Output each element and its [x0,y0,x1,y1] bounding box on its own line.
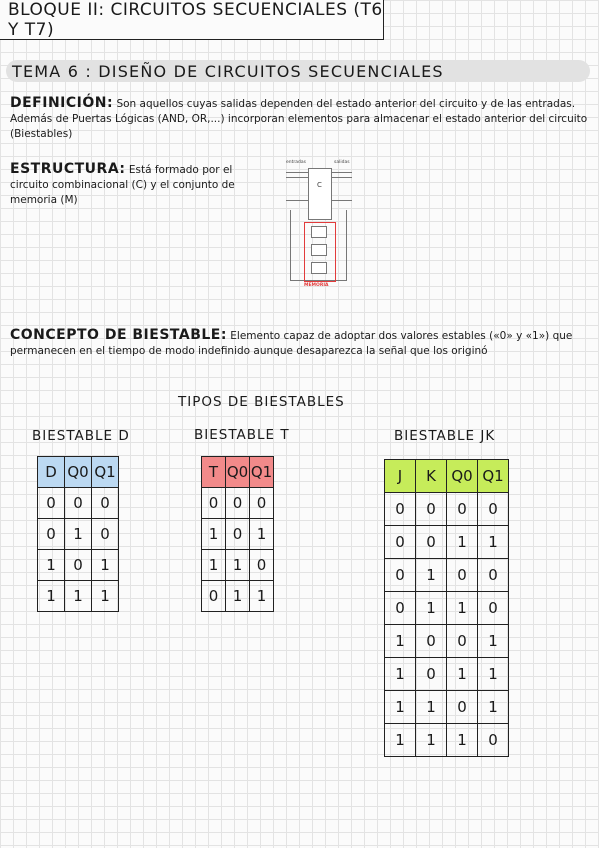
tipos-title: TIPOS DE BIESTABLES [178,394,345,410]
estructura-paragraph [10,162,250,208]
table-cell: 1 [416,724,447,757]
table-cell: 1 [416,691,447,724]
table-cell: 0 [385,592,416,625]
biestable-t-table [201,456,274,612]
table-cell: 1 [385,625,416,658]
table-row [38,550,119,581]
table-cell: 1 [447,526,478,559]
table-header-row [38,457,119,488]
salidas-label: salidas [334,160,350,165]
table-cell: 0 [202,581,226,612]
definicion-paragraph [10,96,590,142]
table-cell: 1 [92,550,119,581]
table-cell: 1 [38,581,65,612]
table-cell: 1 [250,581,274,612]
input-line [286,177,308,178]
definicion-text: Son aquellos cuyas salidas dependen del estado anterior del circuito y de las entradas. Además de Puertas Lógicas (AND, OR,...) incorporan elementos para almacenar el estado anterior del circuito (Biestables) [10,98,588,140]
table-cell: 1 [478,625,509,658]
table-cell: 0 [202,488,226,519]
header-cell: Q1 [250,457,274,488]
tema-title: TEMA 6 : DISEÑO DE CIRCUITOS SECUENCIALES [6,60,590,82]
estructura-text: Está formado por el circuito combinacional (C) y el conjunto de memoria (M) [10,164,235,206]
biestable-text: Elemento capaz de adoptar dos valores estables («0» y «1») que permanecen en el tiempo de modo indefinido aunque desaparezca la señal que los originó [10,330,573,357]
table-cell: 1 [478,658,509,691]
memoria-label: MEMORIA [304,283,329,288]
table-cell: 1 [416,592,447,625]
biestable-paragraph [10,328,590,359]
sequential-circuit-diagram [280,160,360,292]
header-cell: Q0 [65,457,92,488]
table-cell: 0 [226,488,250,519]
table-row [385,724,509,757]
table-row [385,658,509,691]
table-cell: 0 [250,488,274,519]
header-cell: Q1 [478,460,509,493]
table-cell: 1 [65,519,92,550]
output-line [330,172,352,173]
table-row [38,519,119,550]
table-cell: 0 [385,559,416,592]
table-cell: 1 [38,550,65,581]
table-cell: 0 [447,559,478,592]
table-cell: 1 [385,658,416,691]
table-row [385,559,509,592]
table-cell: 0 [385,493,416,526]
table-row [385,526,509,559]
definicion-heading: DEFINICIÓN: [10,95,114,111]
table-cell: 1 [447,724,478,757]
table-cell: 0 [416,625,447,658]
biestable-d-table [37,456,119,612]
table-cell: 1 [478,526,509,559]
table-cell: 1 [202,550,226,581]
table-cell: 1 [226,550,250,581]
table-row [385,493,509,526]
flip-flop [311,262,327,274]
table-cell: 1 [65,581,92,612]
table-cell: 1 [416,559,447,592]
table-row [202,581,274,612]
table-cell: 1 [250,519,274,550]
table-row [385,592,509,625]
table-row [202,519,274,550]
table-row [38,581,119,612]
table-cell: 1 [385,724,416,757]
table-cell: 0 [447,691,478,724]
block-title: BLOQUE II: CIRCUITOS SECUENCIALES (T6 Y T7) [0,0,384,40]
table-cell: 1 [385,691,416,724]
table-cell: 0 [65,550,92,581]
table-header-row [385,460,509,493]
table-header-row [202,457,274,488]
table-row [385,691,509,724]
table-d-title: BIESTABLE D [32,428,130,444]
table-cell: 0 [416,658,447,691]
feedback-line [290,210,291,280]
table-cell: 0 [385,526,416,559]
table-cell: 0 [416,493,447,526]
header-cell: Q0 [226,457,250,488]
header-cell: Q1 [92,457,119,488]
table-cell: 0 [92,519,119,550]
table-cell: 1 [447,658,478,691]
table-cell: 0 [478,724,509,757]
table-cell: 0 [416,526,447,559]
table-cell: 0 [447,625,478,658]
table-cell: 0 [65,488,92,519]
input-line [286,172,308,173]
c-label: C [317,181,322,189]
table-cell: 0 [478,559,509,592]
feedback-line [346,210,347,280]
table-cell: 1 [92,581,119,612]
header-cell: K [416,460,447,493]
header-cell: D [38,457,65,488]
flip-flop [311,244,327,256]
output-line [330,177,352,178]
table-cell: 1 [478,691,509,724]
header-cell: Q0 [447,460,478,493]
table-jk-title: BIESTABLE JK [394,428,496,444]
biestable-heading: CONCEPTO DE BIESTABLE: [10,327,227,343]
header-cell: T [202,457,226,488]
flip-flop [311,226,327,238]
combinational-block [308,168,332,220]
entradas-label: entradas [286,160,306,165]
table-cell: 1 [447,592,478,625]
table-row [385,625,509,658]
table-cell: 0 [478,493,509,526]
table-cell: 0 [92,488,119,519]
table-t-title: BIESTABLE T [194,427,290,443]
table-cell: 1 [226,581,250,612]
input-line [286,200,308,201]
table-cell: 1 [202,519,226,550]
table-cell: 0 [226,519,250,550]
output-line [330,200,352,201]
header-cell: J [385,460,416,493]
table-row [202,488,274,519]
table-row [202,550,274,581]
estructura-heading: ESTRUCTURA: [10,161,126,177]
biestable-jk-table [384,459,509,757]
table-row [38,488,119,519]
table-cell: 0 [38,488,65,519]
table-cell: 0 [447,493,478,526]
table-cell: 0 [38,519,65,550]
table-cell: 0 [250,550,274,581]
table-cell: 0 [478,592,509,625]
